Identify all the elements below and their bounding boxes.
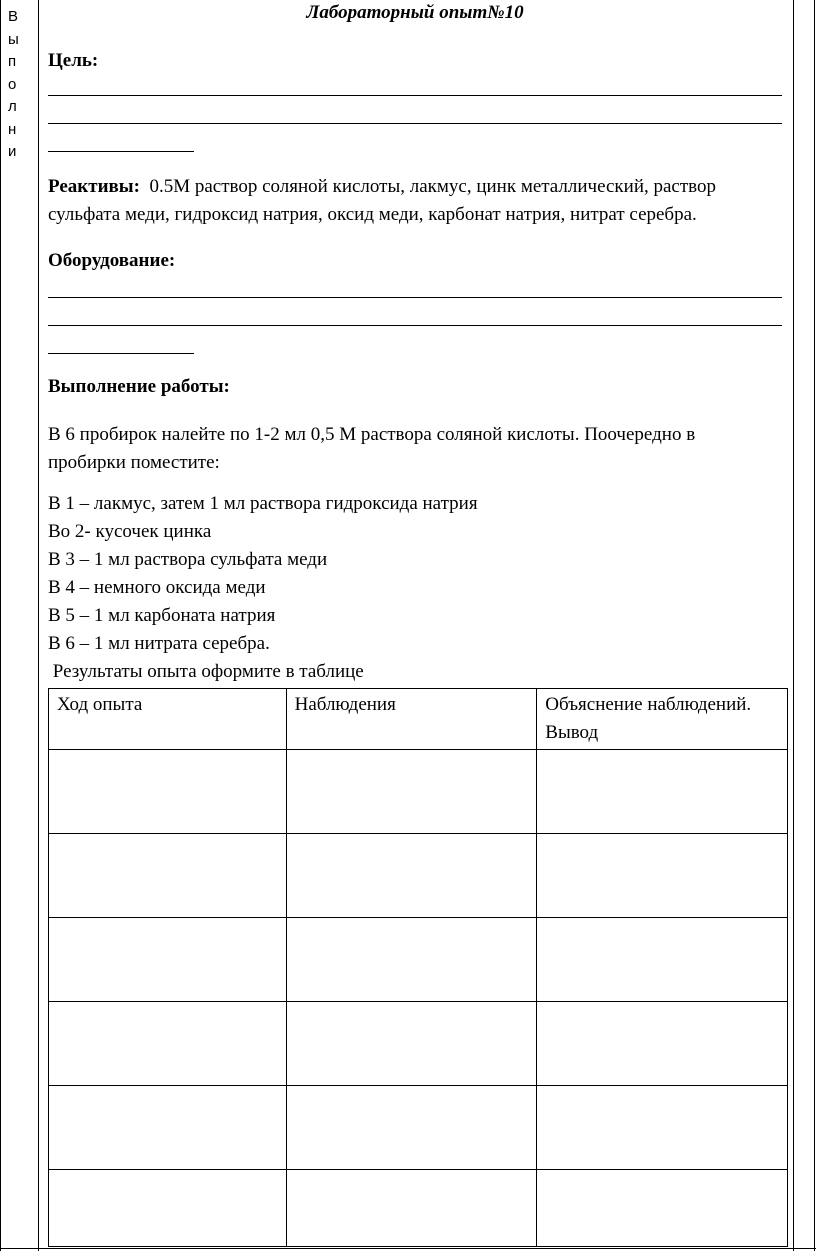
procedure-step: В 6 – 1 мл нитрата серебра. <box>48 633 270 654</box>
equipment-label: Оборудование: <box>48 250 176 271</box>
table-header-row <box>49 689 788 750</box>
side-letter: и <box>8 143 17 160</box>
equipment-blank-line[interactable] <box>48 325 782 326</box>
side-letter: ы <box>8 30 19 48</box>
side-letter: В <box>8 8 19 25</box>
equipment-blank-line[interactable] <box>48 297 782 298</box>
procedure-steps <box>48 490 784 686</box>
table-cell[interactable] <box>286 750 537 834</box>
table-cell[interactable] <box>537 1086 788 1170</box>
table-cell[interactable] <box>537 1170 788 1247</box>
header-explanation-conclusion: Объяснение наблюдений. Вывод <box>537 689 788 750</box>
procedure-step: В 4 – немного оксида меди <box>48 577 266 598</box>
table-cell[interactable] <box>286 918 537 1002</box>
side-letter: н <box>8 120 17 138</box>
table-row <box>49 1170 788 1247</box>
procedure-step: В 5 – 1 мл карбоната натрия <box>48 605 276 626</box>
procedure-step: Во 2- кусочек цинка <box>48 521 212 542</box>
procedure-step: В 3 – 1 мл раствора сульфата меди <box>48 549 328 570</box>
procedure-intro-2: пробирки поместите: <box>48 452 220 473</box>
table-row <box>49 918 788 1002</box>
equipment-blank-line-short[interactable] <box>48 353 194 354</box>
table-cell[interactable] <box>49 834 287 918</box>
procedure-step: В 1 – лакмус, затем 1 мл раствора гидроксида натрия <box>48 493 478 514</box>
column-divider-right <box>793 0 794 1251</box>
goal-blank-line[interactable] <box>48 95 782 96</box>
table-cell[interactable] <box>537 1002 788 1086</box>
results-note: Результаты опыта оформите в таблице <box>48 661 364 682</box>
table-cell[interactable] <box>49 750 287 834</box>
table-cell[interactable] <box>49 1170 287 1247</box>
table-row <box>49 750 788 834</box>
header-observations: Наблюдения <box>286 689 537 750</box>
table-cell[interactable] <box>286 1170 537 1247</box>
table-row <box>49 1002 788 1086</box>
side-letter: п <box>8 53 17 70</box>
goal-label: Цель: <box>48 50 99 71</box>
procedure-intro-1: В 6 пробирок налейте по 1-2 мл 0,5 М раствора соляной кислоты. Поочередно в <box>48 424 696 445</box>
table-cell[interactable] <box>286 1002 537 1086</box>
right-border <box>814 0 815 1251</box>
side-vertical-word <box>8 6 32 164</box>
bottom-border <box>0 1248 816 1249</box>
reagents-text-2: сульфата меди, гидроксид натрия, оксид меди, карбонат натрия, нитрат серебра. <box>48 204 697 225</box>
goal-blank-line-short[interactable] <box>48 151 194 152</box>
table-cell[interactable] <box>49 1002 287 1086</box>
column-divider-left <box>38 0 39 1251</box>
table-cell[interactable] <box>537 834 788 918</box>
table-cell[interactable] <box>49 918 287 1002</box>
table-row <box>49 834 788 918</box>
table-cell[interactable] <box>49 1086 287 1170</box>
results-table <box>48 688 788 1247</box>
reagents-label: Реактивы: <box>48 176 140 197</box>
left-border <box>0 0 1 1251</box>
page-title: Лабораторный опыт№10 <box>306 2 524 23</box>
reagents-text-1: 0.5М раствор соляной кислоты, лакмус, цинк металлический, раствор <box>149 176 717 197</box>
procedure-label: Выполнение работы: <box>48 376 230 397</box>
table-cell[interactable] <box>286 834 537 918</box>
table-cell[interactable] <box>537 750 788 834</box>
table-cell[interactable] <box>537 918 788 1002</box>
header-experiment-course: Ход опыта <box>49 689 287 750</box>
reagents-line-1 <box>48 176 716 198</box>
table-row <box>49 1086 788 1170</box>
side-letter: л <box>8 98 17 115</box>
table-cell[interactable] <box>286 1086 537 1170</box>
goal-blank-line[interactable] <box>48 123 782 124</box>
side-letter: о <box>8 75 17 93</box>
